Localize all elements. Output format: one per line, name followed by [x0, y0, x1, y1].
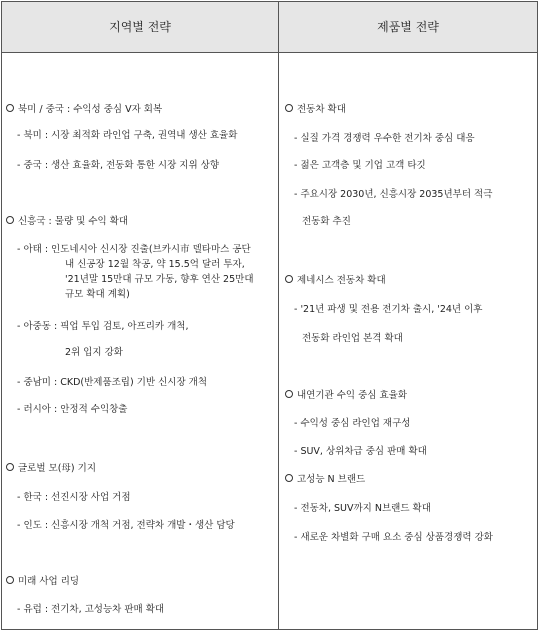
right-bullet: - 새로운 차별화 구매 요소 중심 상품경쟁력 강화: [294, 532, 493, 543]
right-bullet-continuation: 전동화 라인업 본격 확대: [302, 333, 403, 344]
circle-bullet-icon: [285, 104, 293, 112]
right-bullet: - SUV, 상위차급 중심 판매 확대: [294, 446, 427, 457]
right-bullet: - 젊은 고객층 및 기업 고객 타깃: [294, 160, 426, 171]
column-divider: [278, 2, 279, 629]
right-bullet-continuation: 전동화 추진: [302, 216, 351, 227]
right-bullet: - '21년 파생 및 전용 전기차 출시, '24년 이후: [294, 304, 483, 315]
right-bullet: - 실질 가격 경쟁력 우수한 전기차 중심 대응: [294, 133, 475, 144]
left-bullet: - 북미 : 시장 최적화 라인업 구축, 권역내 생산 효율화: [17, 130, 238, 141]
left-bullet: - 인도 : 신흥시장 개척 거점, 전략차 개발・생산 담당: [17, 520, 235, 531]
left-bullet: - 러시아 : 안정적 수익창출: [17, 404, 128, 415]
header-product-strategy: 제품별 전략: [377, 20, 439, 34]
left-bullet-continuation: 내 신공장 12월 착공, 약 15.5억 달러 투자,: [65, 259, 245, 270]
circle-bullet-icon: [6, 216, 14, 224]
circle-bullet-icon: [285, 390, 293, 398]
right-section-title: 제네시스 전동차 확대: [285, 275, 386, 287]
left-bullet: - 유럽 : 전기차, 고성능차 판매 확대: [17, 604, 165, 615]
left-section-title: 글로벌 모(母) 기지: [6, 463, 96, 475]
left-bullet: - 중국 : 생산 효율화, 전동화 통한 시장 지위 상향: [17, 160, 220, 171]
right-section-title: 전동차 확대: [285, 104, 346, 116]
left-bullet-continuation: 2위 입지 강화: [65, 347, 123, 358]
table-header: [2, 2, 537, 53]
right-bullet: - 수익성 중심 라인업 재구성: [294, 418, 411, 429]
left-section-title: 북미 / 중국 : 수익성 중심 V자 회복: [6, 104, 162, 116]
left-bullet: - 아태 : 인도네시아 신시장 진출(브카시市 델타마스 공단: [17, 244, 251, 255]
circle-bullet-icon: [285, 275, 293, 283]
left-bullet: - 한국 : 선진시장 사업 거점: [17, 492, 131, 503]
left-section-title: 신흥국 : 물량 및 수익 확대: [6, 216, 128, 228]
left-bullet-continuation: '21년말 15만대 규모 가동, 향후 연산 25만대: [65, 274, 254, 285]
left-bullet: - 아중동 : 픽업 투입 검토, 아프리카 개척,: [17, 321, 189, 332]
circle-bullet-icon: [6, 104, 14, 112]
left-bullet: - 중남미 : CKD(반제품조립) 기반 신시장 개척: [17, 377, 207, 388]
circle-bullet-icon: [285, 474, 293, 482]
circle-bullet-icon: [6, 576, 14, 584]
right-bullet: - 주요시장 2030년, 신흥시장 2035년부터 적극: [294, 189, 493, 200]
left-bullet-continuation: 규모 확대 계획): [65, 289, 130, 300]
header-regional-strategy: 지역별 전략: [109, 20, 171, 34]
right-section-title: 내연기관 수익 중심 효율화: [285, 390, 407, 402]
left-section-title: 미래 사업 리딩: [6, 576, 79, 588]
right-section-title: 고성능 N 브랜드: [285, 474, 365, 486]
circle-bullet-icon: [6, 463, 14, 471]
right-bullet: - 전동차, SUV까지 N브랜드 확대: [294, 503, 431, 514]
